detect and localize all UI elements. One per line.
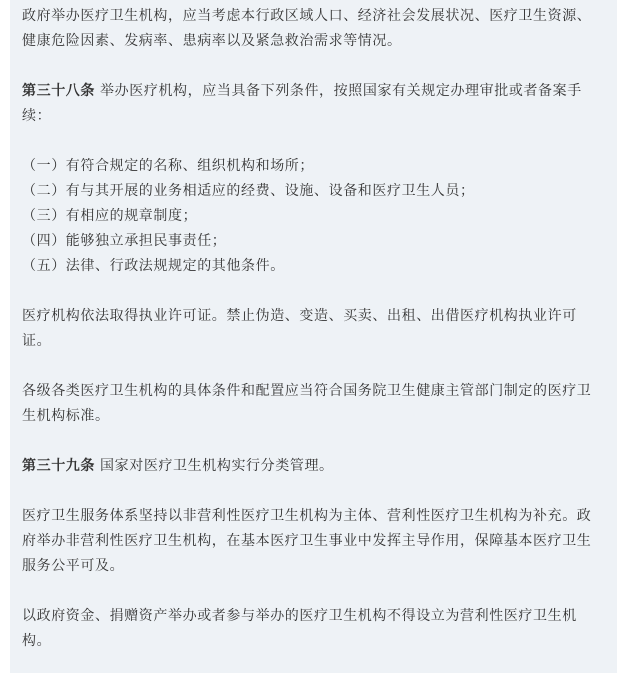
list-item-1: （一）有符合规定的名称、组织机构和场所； <box>22 158 314 174</box>
spacer <box>22 129 605 154</box>
article-38-label: 第三十八条 <box>22 83 95 99</box>
article-39 <box>22 454 605 479</box>
article-panel <box>10 0 617 673</box>
list-item-4: （四）能够独立承担民事责任； <box>22 233 227 249</box>
spacer <box>22 579 605 604</box>
list-item-3: （三）有相应的规章制度； <box>22 208 198 224</box>
paragraph-government-planning: 政府举办医疗卫生机构，应当考虑本行政区域人口、经济社会发展状况、医疗卫生资源、健康危险因素、发病率、患病率以及紧急救治需求等情况。 <box>22 8 592 49</box>
paragraph-standard: 各级各类医疗卫生机构的具体条件和配置应当符合国务院卫生健康主管部门制定的医疗卫生机构标准。 <box>22 383 592 424</box>
article-39-text: 国家对医疗卫生机构实行分类管理。 <box>95 458 334 474</box>
list-item-2: （二）有与其开展的业务相适应的经费、设施、设备和医疗卫生人员； <box>22 183 475 199</box>
paragraph-government-funds: 以政府资金、捐赠资产举办或者参与举办的医疗卫生机构不得设立为营利性医疗卫生机构。 <box>22 608 577 649</box>
spacer <box>22 54 605 79</box>
spacer <box>22 429 605 454</box>
paragraph-license: 医疗机构依法取得执业许可证。禁止伪造、变造、买卖、出租、出借医疗机构执业许可证。 <box>22 308 577 349</box>
spacer <box>22 279 605 304</box>
spacer <box>22 354 605 379</box>
article-38 <box>22 79 605 129</box>
list-item-5: （五）法律、行政法规规定的其他条件。 <box>22 258 285 274</box>
article-38-text: 举办医疗机构，应当具备下列条件，按照国家有关规定办理审批或者备案手续： <box>22 83 582 124</box>
article-39-label: 第三十九条 <box>22 458 95 474</box>
spacer <box>22 479 605 504</box>
paragraph-service-system: 医疗卫生服务体系坚持以非营利性医疗卫生机构为主体、营利性医疗卫生机构为补充。政府举办非营利性医疗卫生机构，在基本医疗卫生事业中发挥主导作用，保障基本医疗卫生服务公平可及。 <box>22 508 592 574</box>
